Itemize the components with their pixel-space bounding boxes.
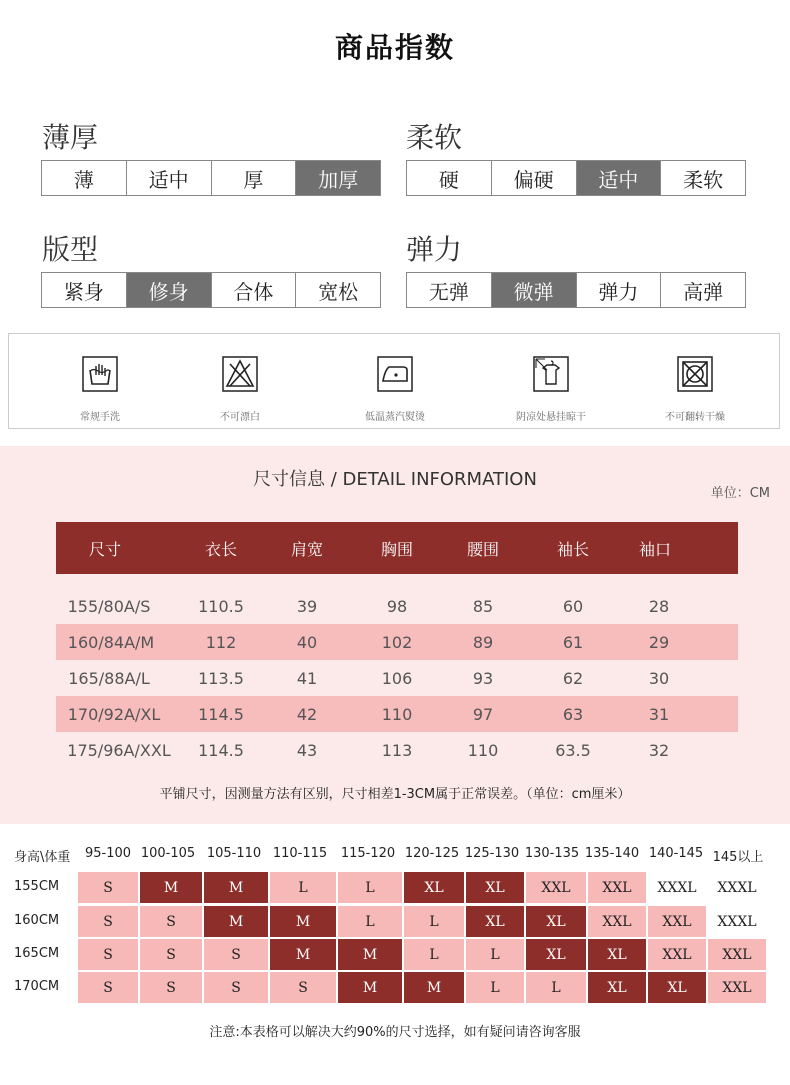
size-grid-cell: XL: [466, 906, 524, 937]
fit-option: 宽松: [295, 273, 380, 307]
height-label: 155CM: [14, 879, 60, 894]
size-grid-cell: L: [338, 872, 402, 903]
length-cell: 114.5: [198, 704, 244, 724]
cuff-cell: 31: [648, 704, 670, 724]
waist-cell: 85: [472, 596, 494, 616]
softness-option: 柔软: [660, 161, 745, 195]
size-grid-cell: S: [204, 972, 268, 1003]
weight-range-header: 115-120: [340, 846, 396, 861]
elasticity-option: 弹力: [576, 273, 661, 307]
shade-dry-icon: [533, 356, 569, 392]
elasticity-option: 高弹: [660, 273, 745, 307]
sleeve-cell: 60: [562, 596, 584, 616]
weight-range-header: 130-135: [524, 846, 580, 861]
thickness-label: 薄厚: [42, 121, 99, 154]
size-grid-cell: S: [270, 972, 336, 1003]
size-grid-cell: S: [78, 939, 138, 970]
weight-range-header: 100-105: [140, 846, 196, 861]
footer-note: 注意:本表格可以解决大约90%的尺寸选择，如有疑问请咨询客服: [209, 1025, 581, 1040]
size-grid-cell: XXXL: [648, 872, 706, 903]
size-grid-cell: XXL: [588, 872, 646, 903]
size-cell: 155/80A/S: [67, 596, 151, 616]
care-item-no-tumble-dry: [635, 334, 755, 423]
size-grid-cell: XXL: [708, 939, 766, 970]
detail-title: 尺寸信息 / DETAIL INFORMATION: [253, 469, 537, 490]
size-grid-cell: XL: [526, 906, 586, 937]
care-item-hand-wash: [40, 334, 160, 423]
size-cell: 165/88A/L: [68, 668, 150, 688]
thickness-scale: [41, 160, 381, 196]
size-grid-cell: S: [78, 972, 138, 1003]
unit-label: 单位：CM: [710, 486, 770, 501]
size-grid-cell: XXXL: [708, 906, 766, 937]
size-grid-cell: XL: [526, 939, 586, 970]
size-grid-cell: L: [466, 939, 524, 970]
chest-cell: 98: [386, 596, 408, 616]
size-grid-cell: XXL: [648, 906, 706, 937]
chest-cell: 110: [381, 704, 413, 724]
size-grid-cell: M: [204, 872, 268, 903]
size-grid-cell: S: [78, 872, 138, 903]
no-bleach-icon: [222, 356, 258, 392]
elasticity-option-selected: 微弹: [491, 273, 576, 307]
size-grid-cell: M: [270, 939, 336, 970]
table-row: [56, 660, 738, 696]
size-grid-cell: L: [526, 972, 586, 1003]
thickness-option: 适中: [126, 161, 211, 195]
size-note: 平铺尺寸，因测量方法有区别，尺寸相差1-3CM属于正常误差。（单位：cm厘米）: [159, 787, 631, 802]
care-label: 阴凉处悬挂晾干: [516, 412, 586, 423]
length-cell: 112: [205, 632, 237, 652]
weight-range-header: 145以上: [712, 850, 764, 865]
header-cell: 肩宽: [290, 539, 323, 559]
size-cell: 175/96A/XXL: [67, 740, 171, 760]
size-grid-cell: XXL: [708, 972, 766, 1003]
size-grid-cell: XL: [588, 939, 646, 970]
weight-range-header: 105-110: [206, 846, 262, 861]
softness-scale: [406, 160, 746, 196]
weight-range-header: 135-140: [584, 846, 640, 861]
chest-cell: 102: [381, 632, 413, 652]
header-cell: 胸围: [380, 539, 413, 559]
header-cell: 袖口: [638, 539, 671, 559]
page-title: 商品指数: [334, 31, 455, 64]
shoulder-cell: 41: [296, 668, 318, 688]
size-grid-cell: L: [270, 872, 336, 903]
weight-range-header: 125-130: [464, 846, 520, 861]
size-grid-cell: S: [78, 906, 138, 937]
waist-cell: 110: [467, 740, 499, 760]
elasticity-label: 弹力: [406, 233, 463, 266]
softness-label: 柔软: [406, 121, 463, 154]
shoulder-cell: 40: [296, 632, 318, 652]
care-label: 不可翻转干燥: [665, 412, 725, 423]
size-grid-cell: L: [338, 906, 402, 937]
size-cell: 170/92A/XL: [67, 704, 161, 724]
size-grid-cell: M: [404, 972, 464, 1003]
size-grid-cell: M: [140, 872, 202, 903]
care-item-no-bleach: [180, 334, 300, 423]
weight-range-header: 95-100: [84, 846, 132, 861]
size-table-header: [56, 522, 738, 574]
size-grid-cell: M: [270, 906, 336, 937]
size-grid-cell: XXL: [588, 906, 646, 937]
shoulder-cell: 43: [296, 740, 318, 760]
size-grid-cell: L: [404, 906, 464, 937]
weight-range-header: 120-125: [404, 846, 460, 861]
fit-option: 紧身: [42, 273, 126, 307]
height-label: 170CM: [14, 979, 60, 994]
size-grid-cell: M: [338, 939, 402, 970]
softness-option: 偏硬: [491, 161, 576, 195]
shoulder-cell: 42: [296, 704, 318, 724]
size-grid-cell: S: [140, 972, 202, 1003]
care-label: 不可漂白: [220, 412, 260, 423]
thickness-option: 薄: [42, 161, 126, 195]
size-grid-cell: XL: [466, 872, 524, 903]
cuff-cell: 30: [648, 668, 670, 688]
waist-cell: 93: [472, 668, 494, 688]
table-row: [56, 588, 738, 624]
size-grid-cell: XXXL: [708, 872, 766, 903]
low-iron-icon: [377, 356, 413, 392]
waist-cell: 97: [472, 704, 494, 724]
size-grid-cell: L: [466, 972, 524, 1003]
length-cell: 114.5: [198, 740, 244, 760]
table-row: [56, 624, 738, 660]
elasticity-scale: [406, 272, 746, 308]
length-cell: 110.5: [198, 596, 244, 616]
care-item-low-iron: [335, 334, 455, 423]
height-label: 160CM: [14, 913, 60, 928]
care-label: 低温蒸汽熨烫: [365, 412, 425, 423]
cuff-cell: 32: [648, 740, 670, 760]
elasticity-option: 无弹: [407, 273, 491, 307]
care-label: 常规手洗: [80, 412, 120, 423]
size-grid-cell: XL: [588, 972, 646, 1003]
header-cell: 衣长: [204, 539, 237, 559]
hand-wash-icon: [82, 356, 118, 392]
fit-label: 版型: [42, 233, 99, 266]
fit-option-selected: 修身: [126, 273, 211, 307]
size-grid-cell: L: [404, 939, 464, 970]
size-grid-cell: XL: [648, 972, 706, 1003]
size-grid-cell: S: [140, 906, 202, 937]
softness-option-selected: 适中: [576, 161, 661, 195]
cuff-cell: 29: [648, 632, 670, 652]
header-cell: 尺寸: [88, 539, 121, 559]
size-grid-cell: XL: [404, 872, 464, 903]
size-grid-cell: XXL: [648, 939, 706, 970]
sleeve-cell: 63: [562, 704, 584, 724]
shoulder-cell: 39: [296, 596, 318, 616]
sleeve-cell: 63.5: [555, 740, 591, 760]
no-tumble-dry-icon: [677, 356, 713, 392]
size-grid-cell: S: [204, 939, 268, 970]
size-grid-cell: XXL: [526, 872, 586, 903]
fit-scale: [41, 272, 381, 308]
fit-option: 合体: [211, 273, 296, 307]
care-item-shade-dry: [491, 334, 611, 423]
care-instructions: [8, 333, 780, 429]
weight-range-header: 110-115: [272, 846, 328, 861]
waist-cell: 89: [472, 632, 494, 652]
size-grid-cell: S: [140, 939, 202, 970]
header-cell: 袖长: [556, 539, 589, 559]
size-cell: 160/84A/M: [67, 632, 155, 652]
chest-cell: 113: [381, 740, 413, 760]
size-grid-cell: M: [338, 972, 402, 1003]
table-row: [56, 696, 738, 732]
softness-option: 硬: [407, 161, 491, 195]
sleeve-cell: 61: [562, 632, 584, 652]
sleeve-cell: 62: [562, 668, 584, 688]
grid-corner-label: 身高\体重: [14, 850, 71, 865]
cuff-cell: 28: [648, 596, 670, 616]
chest-cell: 106: [381, 668, 413, 688]
weight-range-header: 140-145: [648, 846, 704, 861]
length-cell: 113.5: [198, 668, 244, 688]
height-label: 165CM: [14, 946, 60, 961]
thickness-option: 厚: [211, 161, 296, 195]
header-cell: 腰围: [466, 539, 499, 559]
size-grid-cell: M: [204, 906, 268, 937]
thickness-option-selected: 加厚: [295, 161, 380, 195]
table-row: [56, 732, 738, 768]
